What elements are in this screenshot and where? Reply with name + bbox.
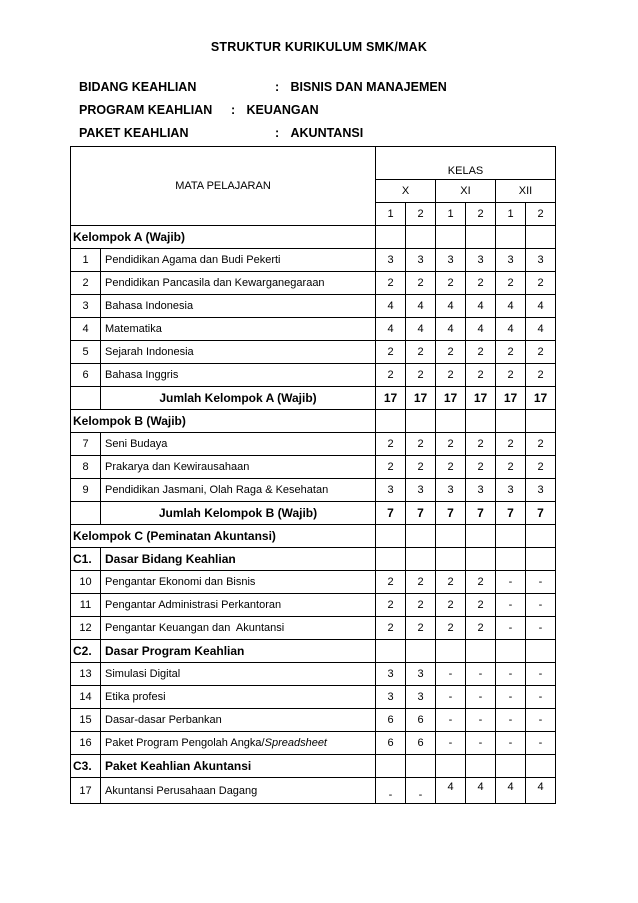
table-row — [71, 594, 556, 617]
table-row — [71, 686, 556, 709]
hours-cell: 2 — [406, 571, 436, 594]
hours-cell: 2 — [526, 433, 556, 456]
hours-cell: 3 — [406, 479, 436, 502]
hours-cell: 2 — [436, 341, 466, 364]
hours-cell: 2 — [496, 433, 526, 456]
hours-cell: 4 — [466, 318, 496, 341]
hours-cell: 2 — [376, 617, 406, 640]
hours-cell: - — [436, 663, 466, 686]
row-number: 11 — [71, 594, 101, 617]
row-number: 13 — [71, 663, 101, 686]
hours-cell: - — [406, 778, 436, 804]
meta-separator: : — [275, 126, 280, 140]
hours-cell: 6 — [376, 709, 406, 732]
row-number: 2 — [71, 272, 101, 295]
group-a-title: Kelompok A (Wajib) — [71, 226, 376, 249]
row-number: 15 — [71, 709, 101, 732]
hours-cell: - — [466, 686, 496, 709]
table-row — [71, 479, 556, 502]
subject-name: Pendidikan Jasmani, Olah Raga & Kesehatan — [101, 479, 376, 502]
hours-cell: 2 — [406, 341, 436, 364]
table-row — [71, 341, 556, 364]
subject-name: Seni Budaya — [101, 433, 376, 456]
hours-cell: 2 — [526, 456, 556, 479]
hours-cell: - — [496, 709, 526, 732]
hours-cell: 3 — [526, 249, 556, 272]
hours-cell: 2 — [436, 617, 466, 640]
subject-name-prefix: Paket Program Pengolah Angka/ — [105, 737, 265, 749]
hours-cell: 2 — [466, 456, 496, 479]
subject-name: Pendidikan Agama dan Budi Pekerti — [101, 249, 376, 272]
hours-cell: 2 — [406, 594, 436, 617]
hours-cell: 3 — [376, 249, 406, 272]
header-semester: 1 — [436, 203, 466, 226]
hours-cell: 4 — [376, 318, 406, 341]
hours-cell: - — [526, 594, 556, 617]
hours-cell: 4 — [526, 295, 556, 318]
table-row — [71, 778, 556, 804]
hours-cell: - — [376, 778, 406, 804]
group-a-total-label: Jumlah Kelompok A (Wajib) — [101, 387, 376, 410]
hours-cell: 3 — [436, 479, 466, 502]
group-b-title: Kelompok B (Wajib) — [71, 410, 376, 433]
hours-cell: 2 — [466, 272, 496, 295]
meta-bidang-keahlian — [79, 80, 447, 94]
hours-cell: 3 — [466, 249, 496, 272]
hours-cell: - — [496, 571, 526, 594]
hours-cell: - — [436, 732, 466, 755]
meta-value: KEUANGAN — [246, 103, 319, 117]
table-row — [71, 709, 556, 732]
hours-cell: 3 — [406, 663, 436, 686]
hours-cell: - — [436, 686, 466, 709]
subject-name: Pendidikan Pancasila dan Kewarganegaraan — [101, 272, 376, 295]
row-number: 9 — [71, 479, 101, 502]
row-number: 16 — [71, 732, 101, 755]
table-row — [71, 732, 556, 755]
subject-name: Matematika — [101, 318, 376, 341]
hours-cell: 4 — [436, 295, 466, 318]
hours-cell: 6 — [406, 709, 436, 732]
subject-name: Prakarya dan Kewirausahaan — [101, 456, 376, 479]
hours-cell: 2 — [436, 594, 466, 617]
group-c-title: Kelompok C (Peminatan Akuntansi) — [71, 525, 376, 548]
subject-name: Bahasa Indonesia — [101, 295, 376, 318]
c3-heading-row — [71, 755, 556, 778]
meta-separator: : — [275, 80, 280, 94]
table-row — [71, 617, 556, 640]
subject-name: Sejarah Indonesia — [101, 341, 376, 364]
table-row — [71, 663, 556, 686]
subject-name: Simulasi Digital — [101, 663, 376, 686]
meta-label: BIDANG KEAHLIAN — [79, 80, 197, 94]
row-number: 3 — [71, 295, 101, 318]
group-b-total-label: Jumlah Kelompok B (Wajib) — [101, 502, 376, 525]
row-number: 17 — [71, 778, 101, 804]
total-cell: 7 — [376, 502, 406, 525]
group-a-heading-row — [71, 226, 556, 249]
row-number: 5 — [71, 341, 101, 364]
hours-cell: - — [526, 732, 556, 755]
subject-name: Pengantar Ekonomi dan Bisnis — [101, 571, 376, 594]
table-row — [71, 272, 556, 295]
hours-cell: 3 — [496, 479, 526, 502]
hours-cell: 2 — [406, 364, 436, 387]
c3-title: Paket Keahlian Akuntansi — [101, 755, 376, 778]
table-row — [71, 364, 556, 387]
hours-cell: - — [436, 709, 466, 732]
total-cell: 17 — [496, 387, 526, 410]
hours-cell: 3 — [376, 479, 406, 502]
hours-cell: 3 — [406, 249, 436, 272]
subject-name: Pengantar Administrasi Perkantoran — [101, 594, 376, 617]
total-cell: 17 — [466, 387, 496, 410]
header-semester: 1 — [376, 203, 406, 226]
header-grade-xi: XI — [436, 180, 496, 203]
hours-cell: 2 — [466, 571, 496, 594]
hours-cell: 3 — [376, 663, 406, 686]
subject-name — [101, 732, 376, 755]
group-b-heading-row — [71, 410, 556, 433]
header-grade-x: X — [376, 180, 436, 203]
hours-cell: 4 — [406, 318, 436, 341]
hours-cell: 2 — [466, 364, 496, 387]
hours-cell: - — [466, 663, 496, 686]
hours-cell: 2 — [406, 272, 436, 295]
hours-cell: 2 — [436, 364, 466, 387]
hours-cell: - — [526, 617, 556, 640]
hours-cell: 2 — [466, 341, 496, 364]
hours-cell: 4 — [436, 318, 466, 341]
hours-cell: 2 — [466, 594, 496, 617]
subject-name: Bahasa Inggris — [101, 364, 376, 387]
hours-cell: 4 — [526, 778, 556, 804]
hours-cell: 2 — [436, 456, 466, 479]
hours-cell: 2 — [406, 433, 436, 456]
subject-name-italic: Spreadsheet — [264, 737, 327, 749]
header-semester: 2 — [466, 203, 496, 226]
hours-cell: 4 — [436, 778, 466, 804]
hours-cell: 4 — [466, 778, 496, 804]
hours-cell: - — [526, 709, 556, 732]
header-subject: MATA PELAJARAN — [71, 147, 376, 226]
header-semester: 2 — [406, 203, 436, 226]
hours-cell: 4 — [496, 318, 526, 341]
hours-cell: 2 — [376, 364, 406, 387]
c1-code: C1. — [71, 548, 101, 571]
meta-program-keahlian — [79, 103, 319, 117]
table-row — [71, 295, 556, 318]
hours-cell: 2 — [436, 433, 466, 456]
total-cell: 17 — [436, 387, 466, 410]
hours-cell: - — [466, 709, 496, 732]
hours-cell: - — [526, 686, 556, 709]
header-semester: 2 — [526, 203, 556, 226]
hours-cell: 2 — [436, 272, 466, 295]
hours-cell: - — [466, 732, 496, 755]
hours-cell: 4 — [466, 295, 496, 318]
total-cell: 17 — [376, 387, 406, 410]
total-cell: 7 — [496, 502, 526, 525]
total-cell: 7 — [406, 502, 436, 525]
c2-code: C2. — [71, 640, 101, 663]
hours-cell: 2 — [406, 456, 436, 479]
header-kelas: KELAS — [376, 147, 556, 180]
hours-cell: - — [496, 732, 526, 755]
subject-name: Dasar-dasar Perbankan — [101, 709, 376, 732]
hours-cell: 4 — [376, 295, 406, 318]
meta-value: AKUNTANSI — [290, 126, 364, 140]
group-b-total-row — [71, 502, 556, 525]
hours-cell: - — [496, 663, 526, 686]
hours-cell: 2 — [376, 433, 406, 456]
header-row-kelas — [71, 147, 556, 180]
hours-cell: 2 — [466, 433, 496, 456]
hours-cell: 2 — [376, 272, 406, 295]
hours-cell: - — [496, 594, 526, 617]
curriculum-table — [70, 146, 556, 804]
total-cell: 7 — [526, 502, 556, 525]
hours-cell: 6 — [406, 732, 436, 755]
hours-cell: 2 — [526, 272, 556, 295]
hours-cell: 2 — [376, 341, 406, 364]
page-title: STRUKTUR KURIKULUM SMK/MAK — [210, 40, 428, 54]
total-cell: 7 — [466, 502, 496, 525]
row-number: 1 — [71, 249, 101, 272]
row-number: 14 — [71, 686, 101, 709]
total-cell: 17 — [526, 387, 556, 410]
hours-cell: 4 — [496, 295, 526, 318]
hours-cell: 3 — [466, 479, 496, 502]
meta-separator: : — [231, 103, 236, 117]
row-number: 6 — [71, 364, 101, 387]
c1-heading-row — [71, 548, 556, 571]
hours-cell: 2 — [406, 617, 436, 640]
group-a-total-row — [71, 387, 556, 410]
group-c-heading-row — [71, 525, 556, 548]
hours-cell: 2 — [496, 456, 526, 479]
header-semester: 1 — [496, 203, 526, 226]
meta-label: PAKET KEAHLIAN — [79, 126, 189, 140]
hours-cell: 2 — [526, 341, 556, 364]
hours-cell: 3 — [436, 249, 466, 272]
hours-cell: 3 — [376, 686, 406, 709]
hours-cell: 2 — [376, 571, 406, 594]
table-row — [71, 571, 556, 594]
hours-cell: 3 — [496, 249, 526, 272]
hours-cell: 4 — [496, 778, 526, 804]
hours-cell: 2 — [376, 594, 406, 617]
c2-heading-row — [71, 640, 556, 663]
row-number: 12 — [71, 617, 101, 640]
hours-cell: - — [526, 571, 556, 594]
table-row — [71, 249, 556, 272]
row-number: 10 — [71, 571, 101, 594]
hours-cell: 2 — [496, 272, 526, 295]
hours-cell: 6 — [376, 732, 406, 755]
c2-title: Dasar Program Keahlian — [101, 640, 376, 663]
hours-cell: 3 — [526, 479, 556, 502]
header-grade-xii: XII — [496, 180, 556, 203]
row-number: 8 — [71, 456, 101, 479]
c1-title: Dasar Bidang Keahlian — [101, 548, 376, 571]
hours-cell: 2 — [496, 341, 526, 364]
row-number: 4 — [71, 318, 101, 341]
hours-cell: 3 — [406, 686, 436, 709]
hours-cell: 4 — [526, 318, 556, 341]
meta-paket-keahlian — [79, 126, 363, 140]
table-row — [71, 433, 556, 456]
c3-code: C3. — [71, 755, 101, 778]
hours-cell: 2 — [376, 456, 406, 479]
table-row — [71, 456, 556, 479]
total-cell: 7 — [436, 502, 466, 525]
hours-cell: 2 — [526, 364, 556, 387]
total-cell: 17 — [406, 387, 436, 410]
hours-cell: 2 — [496, 364, 526, 387]
subject-name: Akuntansi Perusahaan Dagang — [101, 778, 376, 804]
table-row — [71, 318, 556, 341]
subject-name: Pengantar Keuangan dan Akuntansi — [101, 617, 376, 640]
meta-value: BISNIS DAN MANAJEMEN — [290, 80, 447, 94]
meta-label: PROGRAM KEAHLIAN — [79, 103, 213, 117]
hours-cell: 4 — [406, 295, 436, 318]
hours-cell: 2 — [436, 571, 466, 594]
row-number: 7 — [71, 433, 101, 456]
hours-cell: - — [496, 617, 526, 640]
subject-name: Etika profesi — [101, 686, 376, 709]
hours-cell: - — [526, 663, 556, 686]
hours-cell: - — [496, 686, 526, 709]
hours-cell: 2 — [466, 617, 496, 640]
